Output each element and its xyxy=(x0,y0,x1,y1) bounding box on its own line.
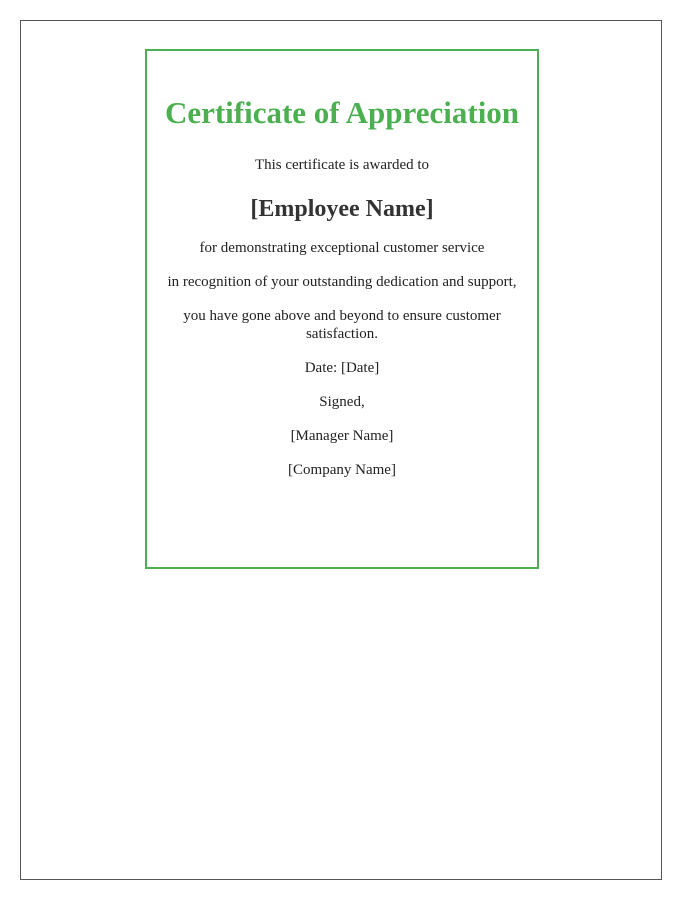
date-line: Date: [Date] xyxy=(304,360,380,376)
awarded-to-text: This certificate is awarded to xyxy=(254,157,430,173)
company-name: [Company Name] xyxy=(288,462,396,478)
document-page xyxy=(20,20,662,880)
signed-text: Signed, xyxy=(319,394,365,410)
certificate-title: Certificate of Appreciation xyxy=(164,95,520,130)
manager-name: [Manager Name] xyxy=(290,428,394,444)
beyond-text: you have gone above and beyond to ensure customer satisfaction. xyxy=(183,308,501,342)
reason-text: for demonstrating exceptional customer service xyxy=(199,240,485,256)
employee-name: [Employee Name] xyxy=(250,196,434,222)
recognition-text: in recognition of your outstanding dedication and support, xyxy=(167,274,517,290)
certificate-card xyxy=(145,49,539,569)
